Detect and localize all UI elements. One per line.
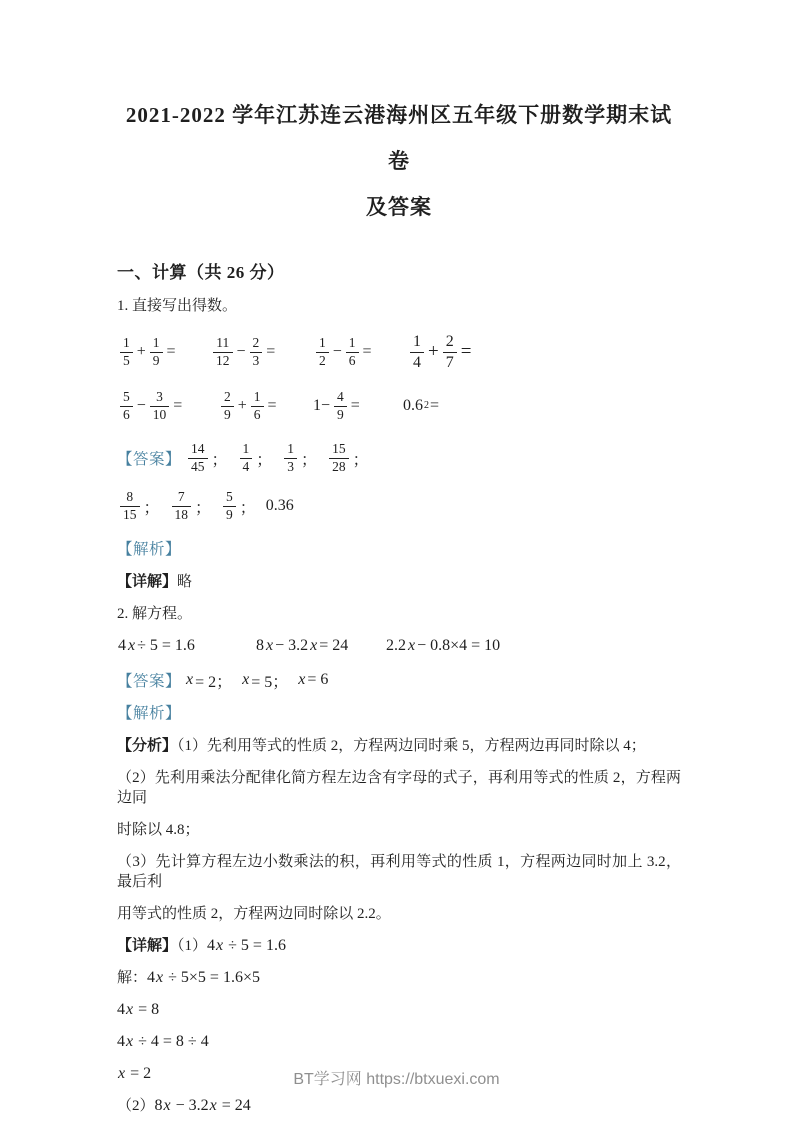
fraction: $\frac{14}{45}$ xyxy=(188,441,208,476)
jiexi-label: 【解析】 xyxy=(117,705,182,722)
text-line: 4x = 8 xyxy=(117,1001,160,1018)
section-1-heading: 一、计算（共 26 分） xyxy=(117,263,285,282)
fraction: $\frac{11}{12}$ xyxy=(213,335,233,370)
fraction: $\frac{4}{9}$ xyxy=(334,389,347,424)
q1-answer-line-2 xyxy=(117,484,681,528)
q1-expression-1: $\frac{1}{5}$ + $\frac{1}{9}$ = xyxy=(117,335,210,370)
q1-expression-5: $\frac{5}{6}$ − $\frac{3}{10}$ = xyxy=(117,389,218,424)
answer-label: 【答案】 xyxy=(117,451,182,468)
footer-watermark: BT学习网 https://btxuexi.com xyxy=(293,1071,500,1088)
fraction: $\frac{5}{9}$ xyxy=(223,489,236,524)
document-title xyxy=(117,92,681,230)
q1-expression-4: $\frac{1}{4}$ + $\frac{2}{7}$ = xyxy=(407,332,681,373)
fraction: $\frac{1}{5}$ xyxy=(120,335,133,370)
jiexi-label: 【解析】 xyxy=(117,541,182,558)
q2-equation-3: 2.2 x − 0.8×4 = 10 xyxy=(386,637,501,654)
q2-answer-line xyxy=(117,668,681,692)
fraction: $\frac{5}{6}$ xyxy=(120,389,133,424)
text-line: 【分析】（1）先利用等式的性质 2，方程两边同时乘 5，方程两边再同时除以 4； xyxy=(117,738,646,754)
text-line: 解：4x ÷ 5×5 = 1.6×5 xyxy=(117,969,260,986)
fraction: $\frac{3}{10}$ xyxy=(150,389,170,424)
text-line: （3）先计算方程左边小数乘法的积，再利用等式的性质 1，方程两边同时加上 3.2，最后利 xyxy=(117,854,681,890)
q2-equation-row xyxy=(117,634,681,658)
q2-equation-1: 4 x ÷ 5 = 1.6 xyxy=(118,637,195,654)
fraction: $\frac{1}{4}$ xyxy=(410,332,424,373)
fraction: $\frac{7}{18}$ xyxy=(172,489,192,524)
fraction: $\frac{1}{4}$ xyxy=(240,441,253,476)
text-line: （2）先利用乘法分配律化简方程左边含有字母的式子，再利用等式的性质 2，方程两边同 xyxy=(117,770,681,806)
fraction: $\frac{1}{2}$ xyxy=(316,335,329,370)
q2-equation-2: 8 x − 3.2 x = 24 xyxy=(256,637,349,654)
fraction: $\frac{1}{6}$ xyxy=(251,389,264,424)
q1-expression-row-2 xyxy=(117,384,681,428)
document-content xyxy=(117,0,681,1116)
fraction: $\frac{1}{3}$ xyxy=(284,441,297,476)
q1-expression-3: $\frac{1}{2}$ − $\frac{1}{6}$ = xyxy=(313,335,407,370)
text-line: x = 2 xyxy=(118,1065,152,1082)
fraction: $\frac{15}{28}$ xyxy=(329,441,349,476)
title-line-2: 及答案 xyxy=(366,195,432,219)
question-2-prompt: 2. 解方程。 xyxy=(117,606,193,622)
q2-fenxi-paragraphs xyxy=(117,736,681,924)
q1-expression-6: $\frac{2}{9}$ + $\frac{1}{6}$ = xyxy=(218,389,312,424)
fraction: $\frac{2}{9}$ xyxy=(221,389,234,424)
text-line: 4x ÷ 4 = 8 ÷ 4 xyxy=(117,1033,209,1050)
q2-answer-values: x = 2； x = 5； x = 6 xyxy=(186,671,329,691)
text-line: （2）8x − 3.2x = 24 xyxy=(117,1097,251,1114)
q2-jiexi-label xyxy=(117,704,681,724)
footer xyxy=(0,1066,793,1089)
question-1-prompt: 1. 直接写出得数。 xyxy=(117,298,238,314)
fraction: $\frac{1}{9}$ xyxy=(150,335,163,370)
q1-expression-2: $\frac{11}{12}$ − $\frac{2}{3}$ = xyxy=(210,335,313,370)
q1-jiexi-label xyxy=(117,540,681,560)
q1-expression-8: 0.6 2 = xyxy=(403,397,440,414)
q1-expression-7: 1− $\frac{4}{9}$ = xyxy=(313,388,360,422)
fraction: $\frac{2}{3}$ xyxy=(250,335,263,370)
text-line: 【详解】（1）4x ÷ 5 = 1.6 xyxy=(117,937,286,954)
q1-answer-line-1 xyxy=(117,436,681,480)
answer-label: 【答案】 xyxy=(117,673,182,690)
q1-expression-row-1 xyxy=(117,330,681,374)
title-line-1: 2021-2022 学年江苏连云港海州区五年级下册数学期末试卷 xyxy=(125,103,673,173)
fraction: $\frac{2}{7}$ xyxy=(443,332,457,373)
q1-xiangjie-line: 【详解】略 xyxy=(117,574,193,590)
text-line: 时除以 4.8； xyxy=(117,822,200,838)
q2-xiangjie-steps xyxy=(117,936,681,1116)
text-line: 用等式的性质 2，方程两边同时除以 2.2。 xyxy=(117,906,391,922)
fraction: $\frac{8}{15}$ xyxy=(120,489,140,524)
q1-answer-values-1: $\frac{14}{45}$ ； $\frac{1}{4}$ ； $\frac{1}{3}$ ； $\frac{15}{28}$ ； xyxy=(185,441,370,476)
fraction: $\frac{1}{6}$ xyxy=(346,335,359,370)
q1-answer-values-2: $\frac{8}{15}$ ； $\frac{7}{18}$ ； $\frac{5}{9}$ ； 0.36 xyxy=(117,489,295,524)
